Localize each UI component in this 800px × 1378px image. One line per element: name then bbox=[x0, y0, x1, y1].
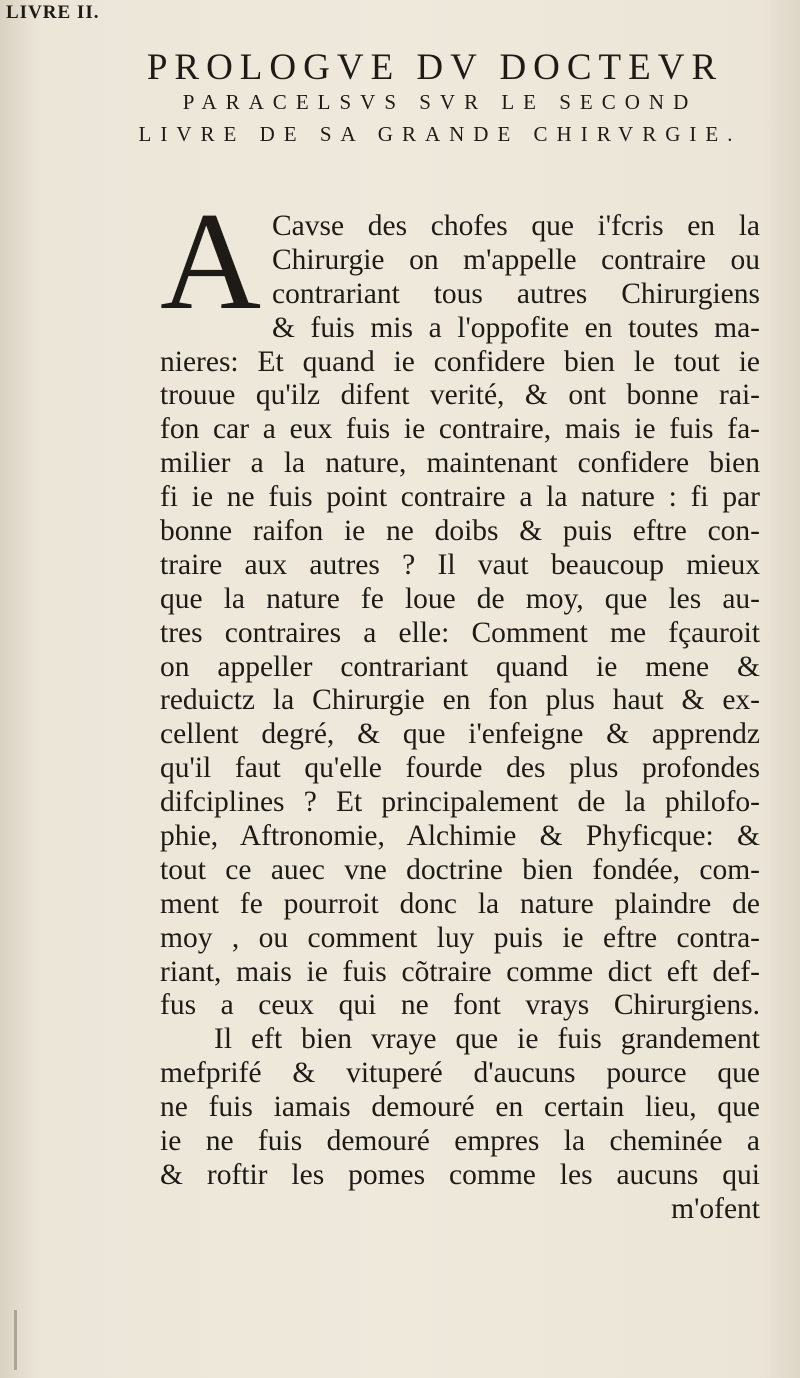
text-line: & roftir les pomes comme les aucuns qui bbox=[160, 1158, 760, 1191]
running-head: LIVRE II. bbox=[6, 2, 100, 23]
text-line: difciplines ? Et principalement de la philofo- bbox=[160, 786, 760, 819]
text-line: trouue qu'ilz difent verité, & ont bonne rai- bbox=[160, 379, 760, 412]
text-line: tout ce auec vne doctrine bien fondée, com- bbox=[160, 853, 760, 886]
text-line: fi ie ne fuis point contraire a la nature : fi par bbox=[160, 481, 760, 514]
text-line: cellent degré, & que i'enfeigne & apprendz bbox=[160, 718, 760, 751]
title-line-2: PARACELSVS SVR LE SECOND bbox=[182, 90, 698, 114]
body-text bbox=[160, 184, 760, 1227]
text-line: milier a la nature, maintenant confidere bien bbox=[160, 447, 760, 480]
title-line-3: LIVRE DE SA GRANDE CHIRVRGIE. bbox=[138, 122, 742, 146]
text-line: Cavse des chofes que i'fcris en la bbox=[272, 210, 760, 242]
text-line: phie, Aftronomie, Alchimie & Phyficque: & bbox=[160, 820, 760, 853]
text-line: mefprifé & vituperé d'aucuns pource que bbox=[160, 1057, 760, 1090]
text-line: fon car a eux fuis ie contraire, mais ie fuis fa- bbox=[160, 413, 760, 446]
text-line: fus a ceux qui ne font vrays Chirurgiens. bbox=[160, 989, 760, 1022]
text-line: tres contraires a elle: Comment me fçauroit bbox=[160, 616, 760, 649]
text-line: & fuis mis a l'oppofite en toutes ma- bbox=[272, 311, 760, 344]
text-line: que la nature fe loue de moy, que les au- bbox=[160, 582, 760, 615]
text-line: moy , ou comment luy puis ie eftre contra- bbox=[160, 921, 760, 954]
title-line-1: PROLOGVE DV DOCTEVR bbox=[146, 47, 724, 88]
text-line: ie ne fuis demouré empres la cheminée a bbox=[160, 1125, 760, 1158]
text-line: traire aux autres ? Il vaut beaucoup mieux bbox=[160, 548, 760, 581]
text-line: reduictz la Chirurgie en fon plus haut & ex- bbox=[160, 684, 760, 717]
text-line: qu'il faut qu'elle fourde des plus profondes bbox=[160, 752, 760, 785]
text-line: bonne raifon ie ne doibs & puis eftre con- bbox=[160, 515, 760, 548]
catchword: m'ofent bbox=[671, 1192, 760, 1225]
text-line: ment fe pourroit donc la nature plaindre de bbox=[160, 887, 760, 920]
text-line: Chirurgie on m'appelle contraire ou bbox=[272, 243, 760, 276]
text-line: contrariant tous autres Chirurgiens bbox=[272, 277, 760, 310]
text-line: ne fuis iamais demouré en certain lieu, que bbox=[160, 1091, 760, 1124]
drop-cap: A bbox=[160, 184, 262, 339]
text-line: on appeller contrariant quand ie mene & bbox=[160, 650, 760, 683]
text-line: riant, mais ie fuis cõtraire comme dict eft def- bbox=[160, 955, 760, 988]
text-line: Il eft bien vraye que ie fuis grandement bbox=[214, 1023, 760, 1056]
binding-shadow bbox=[14, 1310, 17, 1370]
text-line: nieres: Et quand ie confidere bien le tout ie bbox=[160, 345, 760, 378]
